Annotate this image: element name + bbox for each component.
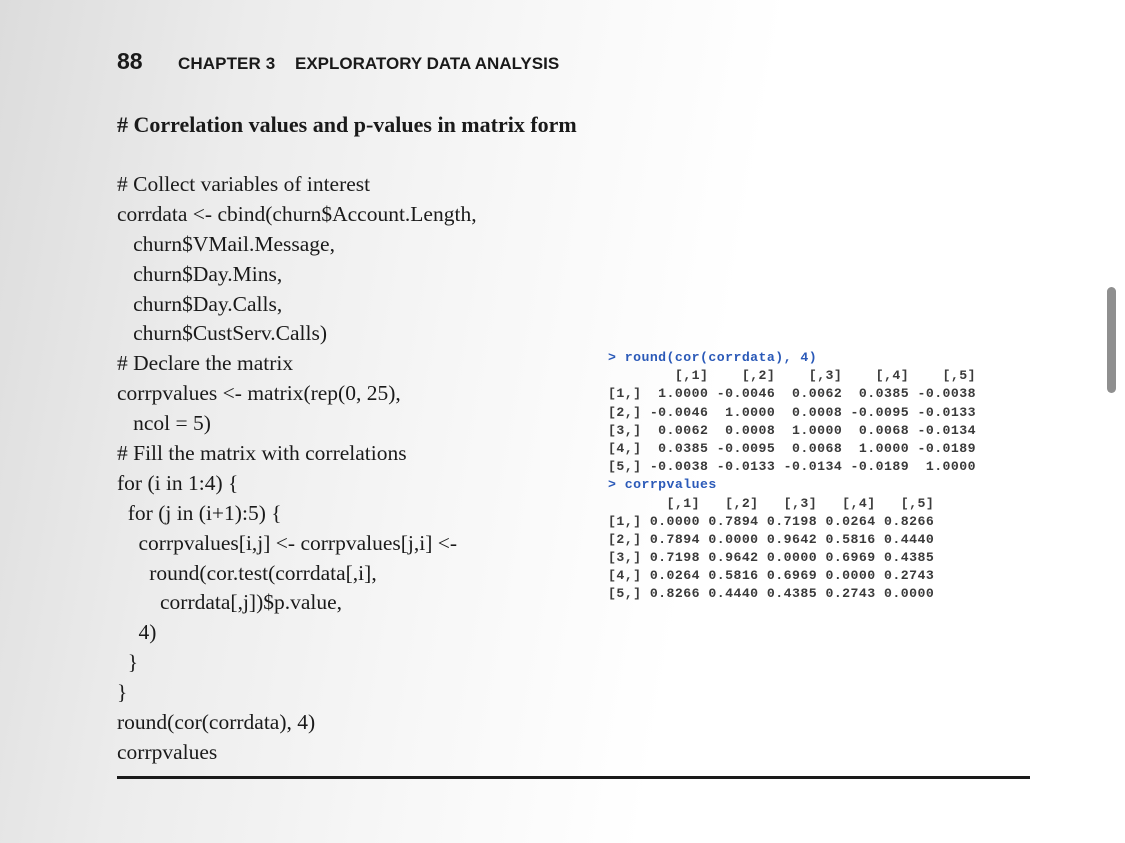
console-command-line: > round(cor(corrdata), 4) <box>608 350 818 365</box>
code-line: corrdata <- cbind(churn$Account.Length, <box>117 201 477 226</box>
code-line: for (j in (i+1):5) { <box>117 500 282 525</box>
console-output-line: [4,] 0.0385 -0.0095 0.0068 1.0000 -0.0189 <box>608 440 977 456</box>
console-output-line: [4,] 0.0264 0.5816 0.6969 0.0000 0.2743 <box>608 568 935 584</box>
page-number: 88 <box>117 48 143 74</box>
code-line: corrpvalues <box>117 739 218 764</box>
console-output-line: [2,] 0.7894 0.0000 0.9642 0.5816 0.4440 <box>608 531 935 547</box>
code-line: round(cor.test(corrdata[,i], <box>117 560 377 585</box>
code-line: round(cor(corrdata), 4) <box>117 710 316 735</box>
code-line: churn$Day.Mins, <box>117 261 283 286</box>
code-line: # Declare the matrix <box>117 351 294 376</box>
console-output-line: [5,] 0.8266 0.4440 0.4385 0.2743 0.0000 <box>608 586 935 602</box>
code-line: } <box>117 680 128 705</box>
code-line: ncol = 5) <box>117 411 211 436</box>
code-line: churn$VMail.Message, <box>117 231 335 256</box>
code-line: corrdata[,j])$p.value, <box>117 590 343 615</box>
code-line: corrpvalues[i,j] <- corrpvalues[j,i] <- <box>117 530 458 555</box>
console-command-line: > corrpvalues <box>608 477 717 493</box>
chapter-title: EXPLORATORY DATA ANALYSIS <box>295 54 560 73</box>
code-line: for (i in 1:4) { <box>117 470 239 495</box>
chapter-label: CHAPTER 3 <box>178 54 276 73</box>
code-line: churn$CustServ.Calls) <box>117 321 328 346</box>
code-line: corrpvalues <- matrix(rep(0, 25), <box>117 381 401 406</box>
code-line: 4) <box>117 620 157 645</box>
code-line: } <box>117 650 139 675</box>
r-console-screenshot <box>608 349 976 604</box>
console-output-line: [1,] 0.0000 0.7894 0.7198 0.0264 0.8266 <box>608 513 935 529</box>
console-output-line: [5,] -0.0038 -0.0133 -0.0134 -0.0189 1.0000 <box>608 459 977 475</box>
section-heading: # Correlation values and p-values in matrix form <box>117 112 577 137</box>
console-output-line: [3,] 0.7198 0.9642 0.0000 0.6969 0.4385 <box>608 550 935 566</box>
console-output-line: [1,] 1.0000 -0.0046 0.0062 0.0385 -0.0038 <box>608 386 977 402</box>
code-listing <box>117 170 477 768</box>
console-output-line: [2,] -0.0046 1.0000 0.0008 -0.0095 -0.0133 <box>608 404 977 420</box>
code-line: # Fill the matrix with correlations <box>117 441 407 466</box>
code-line: churn$Day.Calls, <box>117 291 283 316</box>
vertical-scrollbar[interactable] <box>1107 287 1116 393</box>
bottom-rule-divider <box>117 776 1030 779</box>
code-line: # Collect variables of interest <box>117 172 371 196</box>
console-output-line: [,1] [,2] [,3] [,4] [,5] <box>608 368 977 384</box>
console-output-line: [,1] [,2] [,3] [,4] [,5] <box>608 495 935 511</box>
console-output-line: [3,] 0.0062 0.0008 1.0000 0.0068 -0.0134 <box>608 422 977 438</box>
